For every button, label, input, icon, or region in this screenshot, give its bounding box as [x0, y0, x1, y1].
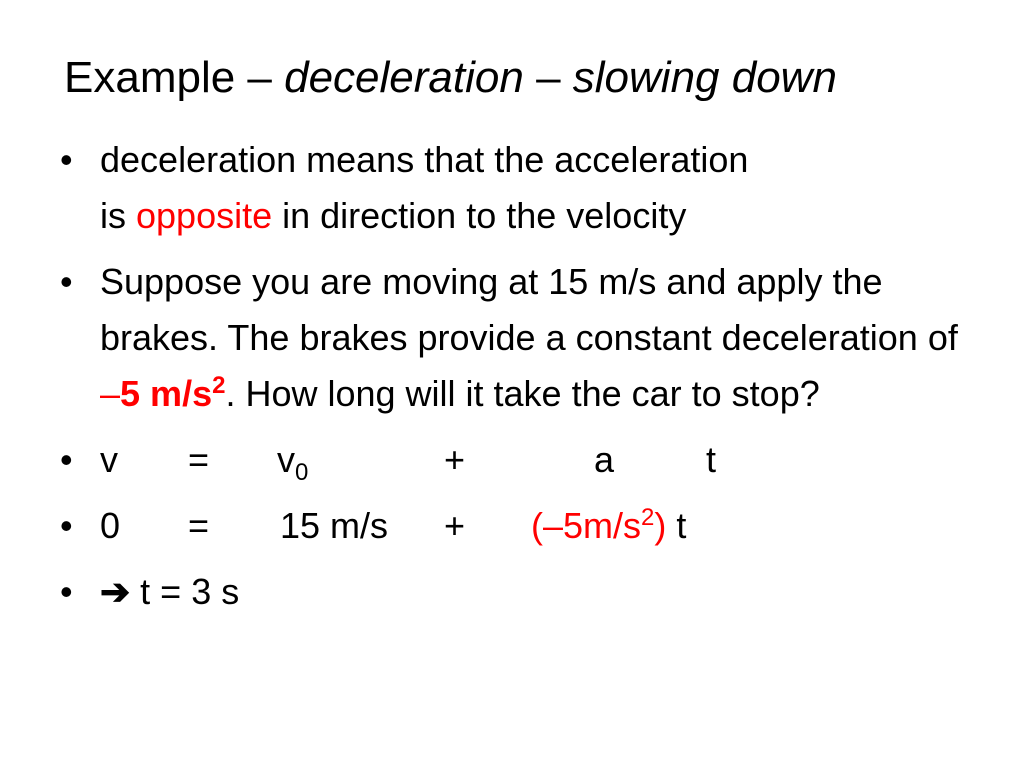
eq-v0-subscript: 0 — [295, 459, 309, 487]
eq-a: a — [594, 439, 615, 480]
eq2-zero: 0 — [100, 505, 121, 546]
eq2-plus: + — [444, 505, 466, 546]
bullet-problem-statement — [60, 254, 960, 422]
eq-v: v — [100, 439, 118, 480]
bullet-dot: • — [60, 571, 73, 612]
equation-numeric — [100, 498, 960, 554]
opposite-highlight: opposite — [136, 195, 273, 236]
deceleration-value: 5 m/s — [120, 373, 213, 414]
deceleration-exponent: 2 — [212, 372, 226, 399]
title-italic-deceleration: deceleration — [284, 53, 524, 102]
arrow-icon: ➔ — [100, 571, 131, 612]
eq2-speed: 15 m/s — [280, 505, 389, 546]
definition-is: is — [100, 195, 136, 236]
eq2-exponent: 2 — [641, 504, 655, 531]
bullet-result — [60, 564, 960, 620]
slide-title — [64, 50, 837, 106]
title-prefix: Example – — [64, 53, 285, 102]
problem-text-end: . How long will it take the car to stop? — [225, 373, 820, 414]
title-separator: – — [523, 53, 573, 102]
bullet-equation-symbolic — [60, 432, 960, 488]
eq2-t: t — [666, 505, 687, 546]
definition-rest: in direction to the velocity — [272, 195, 687, 236]
bullet-dot: • — [60, 261, 73, 302]
bullet-deceleration-definition — [60, 132, 960, 244]
bullet-list — [60, 132, 960, 620]
definition-line1: deceleration means that the acceleration — [100, 139, 749, 180]
bullet-dot: • — [60, 439, 73, 480]
eq-t: t — [706, 439, 717, 480]
eq2-acceleration: $(-5m/s^2)$ t — [531, 504, 687, 546]
eq2-equals: = — [188, 505, 210, 546]
eq-v0: $v_0$ — [277, 439, 309, 487]
bullet-dot: • — [60, 139, 73, 180]
title-italic-slowing-down: slowing down — [572, 53, 837, 102]
neg-sign: – — [100, 373, 121, 414]
bullet-equation-numeric — [60, 498, 960, 554]
bullet-dot: • — [60, 505, 73, 546]
eq-plus: + — [444, 439, 466, 480]
equation-symbolic — [100, 432, 960, 488]
problem-text-start: Suppose you are moving at 15 m/s and apply the brakes. The brakes provide a constant deceleration of — [100, 261, 958, 358]
eq-equals: = — [188, 439, 210, 480]
result-text: t = 3 s — [130, 571, 240, 612]
